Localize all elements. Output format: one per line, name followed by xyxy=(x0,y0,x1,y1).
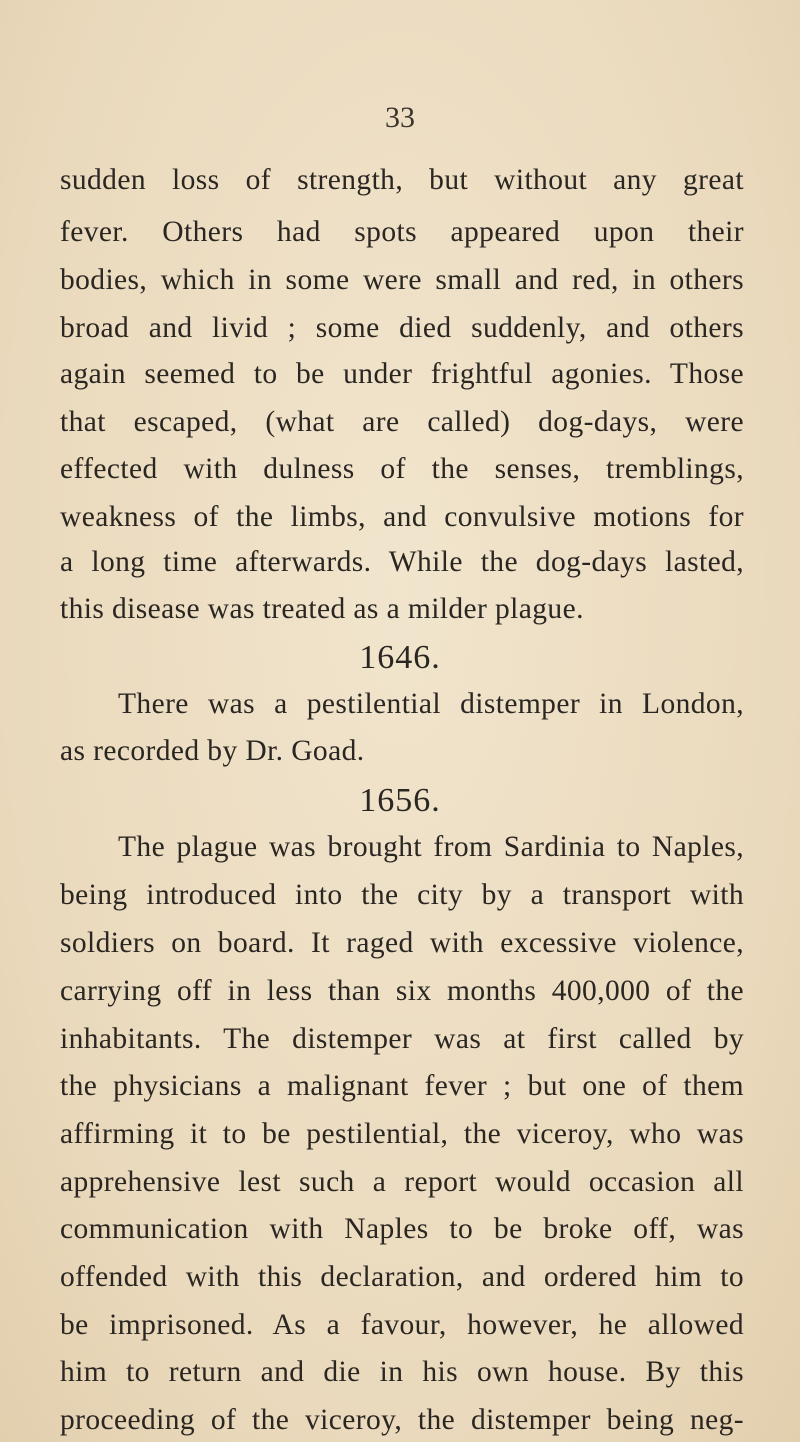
text-line: proceeding of the viceroy, the distemper being neg- xyxy=(60,1404,744,1436)
year-heading: 1646. xyxy=(359,639,441,677)
text-line: him to return and die in his own house. By this xyxy=(60,1356,744,1389)
text-line: being introduced into the city by a transport with xyxy=(60,878,744,911)
text-line: carrying off in less than six months 400,000 of the xyxy=(60,974,744,1007)
text-line: The plague was brought from Sardinia to Naples, xyxy=(118,830,744,863)
text-line: as recorded by Dr. Goad. xyxy=(60,734,365,767)
text-line: soldiers on board. It raged with excessive violence, xyxy=(60,926,744,959)
year-heading: 1656. xyxy=(359,782,441,820)
text-line: effected with dulness of the senses, tremblings, xyxy=(60,452,744,485)
page-number: 33 xyxy=(385,101,415,134)
text-line: There was a pestilential distemper in London, xyxy=(118,687,744,720)
text-line: again seemed to be under frightful agonies. Those xyxy=(60,358,744,391)
text-line: sudden loss of strength, but without any great xyxy=(60,164,744,196)
text-line: communication with Naples to be broke off, was xyxy=(60,1212,744,1245)
text-line: this disease was treated as a milder plague. xyxy=(60,593,584,626)
text-line: be imprisoned. As a favour, however, he allowed xyxy=(60,1308,744,1341)
text-line: bodies, which in some were small and red, in others xyxy=(60,264,744,297)
text-line: fever. Others had spots appeared upon their xyxy=(60,216,744,249)
text-line: broad and livid ; some died suddenly, and others xyxy=(60,312,744,345)
text-line: offended with this declaration, and ordered him to xyxy=(60,1260,744,1293)
text-line: affirming it to be pestilential, the viceroy, who was xyxy=(60,1117,744,1150)
text-line: weakness of the limbs, and convulsive motions for xyxy=(60,500,744,533)
text-line: the physicians a malignant fever ; but one of them xyxy=(60,1069,744,1102)
text-line: that escaped, (what are called) dog-days, were xyxy=(60,406,744,439)
text-line: inhabitants. The distemper was at first called by xyxy=(60,1022,744,1055)
text-line: a long time afterwards. While the dog-days lasted, xyxy=(60,546,744,579)
text-line: apprehensive lest such a report would occasion all xyxy=(60,1165,744,1198)
